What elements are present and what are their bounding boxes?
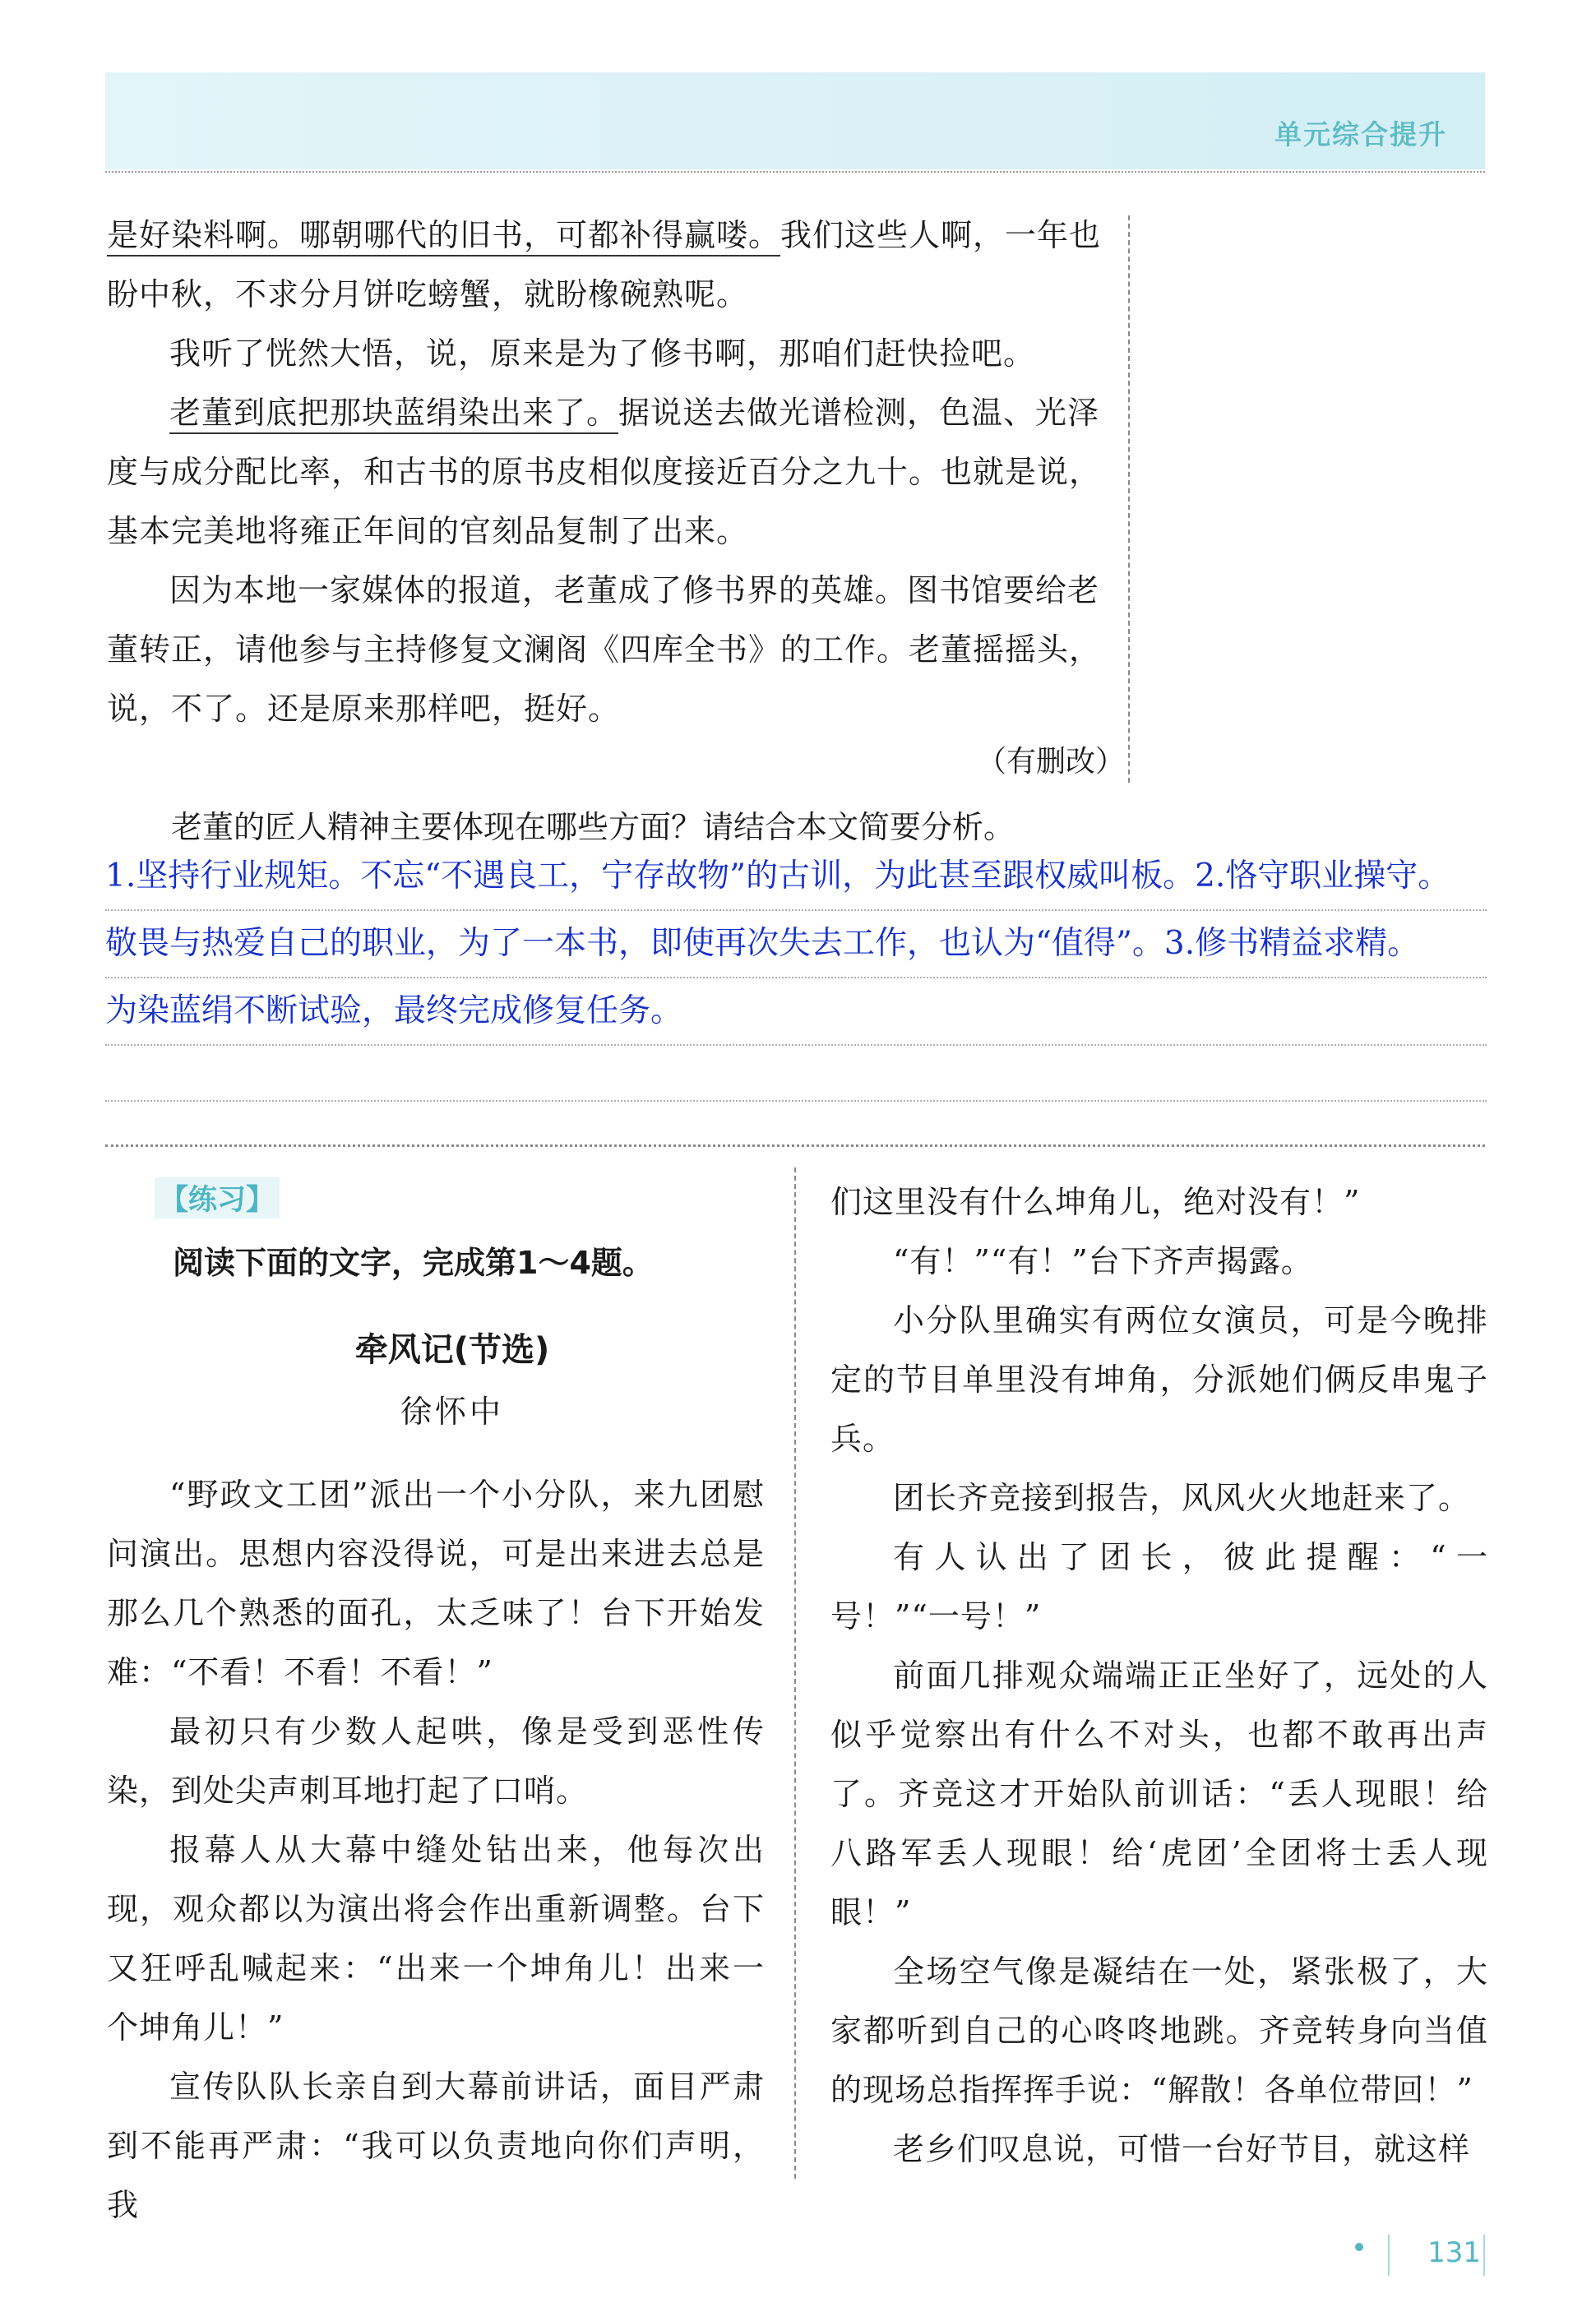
right-paragraph: 有人认出了团长，彼此提醒：“一号！”“一号！” <box>830 1539 1488 1634</box>
underlined-sentence-1: 是好染料啊。哪朝哪代的旧书，可都补得赢喽。 <box>107 217 780 257</box>
paragraph-1-rest: 我们这些人啊，一年也盼中秋，不求分月饼吃螃蟹，就盼橡碗熟呢。 <box>107 217 1102 312</box>
page-bullet-icon <box>1355 2243 1363 2251</box>
left-paragraph: 报幕人从大幕中缝处钻出来，他每次出现，观众都以为演出将会作出重新调整。台下又狂呼乱喊起来：“出来一个坤角儿！出来一个坤角儿！” <box>107 1832 765 2046</box>
right-paragraph: 全场空气像是凝结在一处，紧张极了，大家都听到自己的心咚咚地跳。齐竞转身向当值的现场总指挥挥手说：“解散！各单位带回！” <box>830 1953 1488 2108</box>
paragraph-2: 我听了恍然大悟，说，原来是为了修书啊，那咱们赶快捡吧。 <box>169 335 1036 372</box>
header-band <box>105 72 1485 169</box>
passage-border <box>1128 215 1130 783</box>
source-note: （有删改） <box>977 745 1126 779</box>
right-paragraph: 前面几排观众端端正正坐好了，远处的人似乎觉察出有什么不对头，也都不敢再出声了。齐竞这才开始队前训话：“丢人现眼！给八路军丢人现眼！给‘虎团’全团将士丢人现眼！” <box>830 1657 1488 1930</box>
left-column <box>107 1465 765 2235</box>
paragraph-1 <box>107 206 1118 324</box>
passage-title: 牵风记(节选) <box>354 1331 550 1369</box>
page-bar-right <box>1483 2235 1485 2276</box>
page-number: 131 <box>1427 2236 1481 2269</box>
passage-author: 徐怀中 <box>400 1394 504 1430</box>
paragraph-3 <box>107 383 1118 561</box>
right-column <box>830 1172 1488 2179</box>
answer-block <box>105 844 1487 1046</box>
header-divider <box>105 171 1485 173</box>
question-text: 老董的匠人精神主要体现在哪些方面？请结合本文简要分析。 <box>171 809 1015 845</box>
column-divider <box>794 1167 796 2179</box>
page-bar-left <box>1388 2235 1390 2276</box>
underlined-sentence-2: 老董到底把那块蓝绢染出来了。 <box>169 395 618 434</box>
left-paragraph: 最初只有少数人起哄，像是受到恶性传染，到处尖声刺耳地打起了口哨。 <box>107 1713 765 1809</box>
section-separator <box>105 1144 1485 1147</box>
left-paragraph: 宣传队队长亲自到大幕前讲话，面目严肃到不能再严肃：“我可以负责地向你们声明，我 <box>107 2069 765 2223</box>
right-paragraph: 团长齐竞接到报告，风风火火地赶来了。 <box>893 1480 1471 1516</box>
unit-title: 单元综合提升 <box>1274 118 1447 150</box>
right-paragraph: 们这里没有什么坤角儿，绝对没有！” <box>830 1184 1361 1220</box>
right-paragraph: 老乡们叹息说，可惜一台好节目，就这样 <box>893 2131 1471 2167</box>
paragraph-4: 因为本地一家媒体的报道，老董成了修书界的英雄。图书馆要给老董转正，请他参与主持修复文澜阁《四库全书》的工作。老董摇摇头，说，不了。还是原来那样吧，挺好。 <box>107 572 1102 727</box>
right-paragraph: 小分队里确实有两位女演员，可是今晚排定的节目单里没有坤角，分派她们俩反串鬼子兵。 <box>830 1302 1488 1457</box>
answer-line-2: 敬畏与热爱自己的职业，为了一本书，即使再次失去工作，也认为“值得”。3.修书精益求精。 <box>105 911 1487 978</box>
practice-tag: 【练习】 <box>155 1177 280 1218</box>
left-paragraph: “野政文工团”派出一个小分队，来九团慰问演出。思想内容没得说，可是出来进去总是那么几个熟悉的面孔，太乏味了！台下开始发难：“不看！不看！不看！” <box>107 1477 765 1690</box>
practice-instruction: 阅读下面的文字，完成第1～4题。 <box>173 1245 654 1281</box>
right-paragraph: “有！”“有！”台下齐声揭露。 <box>893 1243 1313 1279</box>
answer-line-3: 为染蓝绢不断试验，最终完成修复任务。 <box>105 978 1487 1046</box>
paragraph-3-rest: 据说送去做光谱检测，色温、光泽度与成分配比率，和古书的原书皮相似度接近百分之九十。也就是说，基本完美地将雍正年间的官刻品复制了出来。 <box>107 395 1102 549</box>
answer-line-1: 1.坚持行业规矩。不忘“不遇良工，宁存故物”的古训，为此甚至跟权威叫板。2.恪守职业操守。 <box>105 844 1487 911</box>
blank-answer-line <box>105 1100 1487 1102</box>
